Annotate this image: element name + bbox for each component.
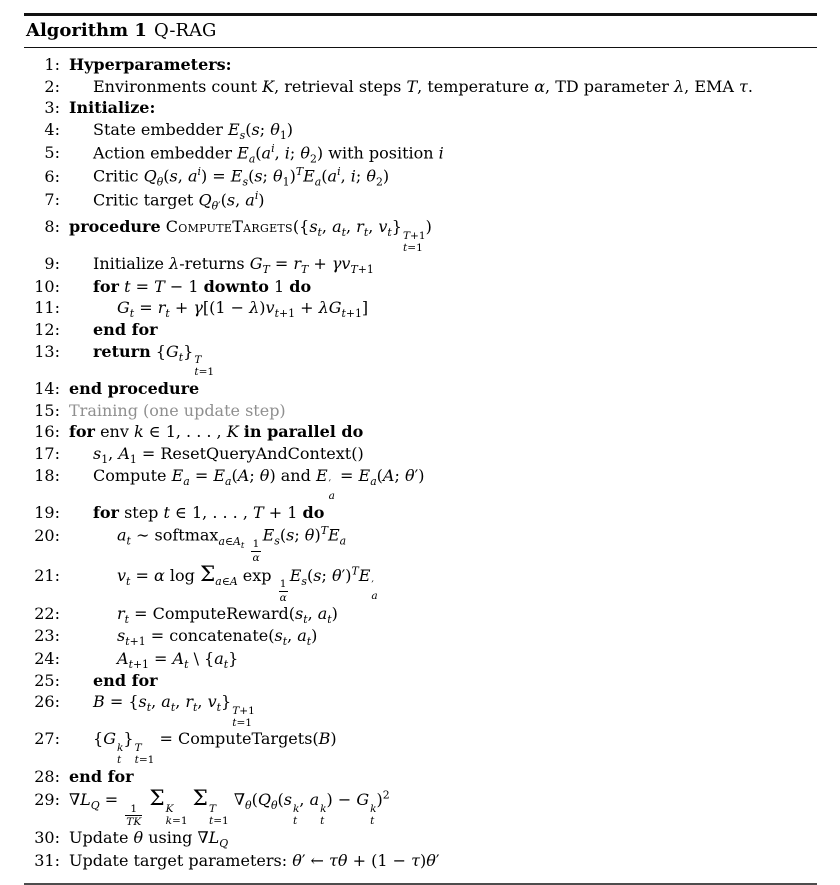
algo-line-2 (24, 77, 817, 99)
line-content: Hyperparameters: (69, 55, 232, 74)
line-number: 7: (44, 190, 60, 210)
algo-line-4 (24, 120, 817, 142)
algo-line-21 (24, 561, 817, 604)
algorithm-label: Algorithm 1 (26, 19, 147, 41)
algo-line-22 (24, 604, 817, 626)
line-number: 13: (34, 341, 60, 361)
line-content: for t = T − 1 downto 1 do (93, 276, 312, 296)
algo-line-10 (24, 277, 817, 299)
algo-line-24 (24, 649, 817, 671)
line-number: 16: (34, 422, 60, 442)
line-number: 17: (34, 443, 60, 463)
line-content: return $\{G_t\}$ T t=1 (93, 341, 215, 379)
line-content: State embedder $E_s(s$; $\theta_1$) (93, 119, 293, 142)
line-content: $A_{t+1} = A_t$ \ $\{a_t\}$ (117, 648, 239, 671)
algo-line-20 (24, 524, 817, 564)
line-number: 24: (34, 648, 60, 668)
algo-line-15 (24, 401, 817, 423)
algo-line-18 (24, 466, 817, 503)
line-number: 5: (44, 143, 60, 163)
line-content: Action embedder $E_a(a^i$, i; $\theta_2$) with position i (93, 141, 444, 166)
line-number: 9: (44, 254, 60, 274)
line-number: 30: (34, 828, 60, 848)
algo-line-17 (24, 444, 817, 466)
line-content: Update target parameters: θ′ ← τθ + (1 − τ)θ′ (69, 850, 440, 870)
line-content: procedure $ComputeTargets(\{s_t$, $a_t$, $r_t$, $v_t$} T+1 t=1 ) (69, 217, 432, 254)
line-number: 28: (34, 766, 60, 786)
line-number: 20: (34, 525, 60, 545)
line-content: for step t ∈ 1, . . . , T + 1 do (93, 502, 325, 522)
algo-line-5 (24, 142, 817, 166)
algo-line-29 (24, 788, 817, 828)
line-content: $s_1$, $A_1$ = ResetQueryAndContext() (93, 443, 364, 466)
line-number: 1: (44, 55, 60, 74)
algo-line-13 (24, 342, 817, 379)
line-number: 2: (44, 76, 60, 96)
line-number: 4: (44, 119, 60, 139)
algo-line-1 (24, 55, 817, 77)
algo-line-19 (24, 503, 817, 525)
line-number: 6: (44, 166, 60, 186)
algo-line-12 (24, 320, 817, 342)
line-number: 15: (34, 400, 60, 420)
line-content: Environments count K, retrieval steps T, temperature α, TD parameter λ, EMA τ. (93, 76, 753, 96)
algo-line-30 (24, 828, 817, 850)
line-content: $\nabla L_Q$ = $\frac{1}{TK}$ Σ K k=1 Σ T t=1 $\nabla_\theta(Q_\theta(s$ k t , a k t ) − G k t )$^2$ (69, 786, 390, 828)
algo-line-8 (24, 217, 817, 254)
algo-line-31 (24, 851, 817, 873)
algo-line-7 (24, 189, 817, 213)
line-content: Initialize λ-returns $G_T = r_T + \gamma v_{T+1}$ (93, 254, 374, 277)
line-content: Training (one update step) (69, 400, 286, 420)
line-number: 23: (34, 626, 60, 646)
line-number: 29: (34, 790, 60, 810)
line-content: Compute $E_a = E_a(A$; θ) and E ′ a = $E_a(A$; θ′) (93, 465, 425, 503)
algo-line-28 (24, 767, 817, 789)
line-content: Critic target $Q_{\theta'}(s$, $a^i$) (93, 188, 265, 213)
line-number: 21: (34, 565, 60, 585)
algo-line-9 (24, 254, 817, 276)
algorithm-title: Q-RAG (153, 19, 217, 41)
line-content: Update θ using $\nabla L_Q$ (69, 828, 229, 851)
line-number: 19: (34, 502, 60, 522)
algo-line-3 (24, 98, 817, 120)
line-number: 31: (34, 850, 60, 870)
line-content: for env k ∈ 1, . . . , K in parallel do (69, 422, 364, 442)
line-content: end for (93, 320, 158, 340)
line-number: 10: (34, 276, 60, 296)
line-number: 27: (34, 729, 60, 749)
algorithm-body (24, 48, 817, 874)
algo-line-6 (24, 165, 817, 189)
algo-line-27 (24, 729, 817, 766)
line-content: end procedure (69, 379, 200, 399)
line-content: {G k t } T t=1 = ComputeTargets(B) (93, 729, 337, 766)
algo-line-11 (24, 298, 817, 320)
algo-line-26 (24, 692, 817, 729)
algo-line-23 (24, 626, 817, 648)
algorithm-header (24, 16, 817, 47)
line-content: $r_t$ = $ComputeReward(s_t$, $a_t$) (117, 604, 338, 627)
algo-line-16 (24, 422, 817, 444)
line-number: 18: (34, 465, 60, 485)
algo-line-25 (24, 671, 817, 693)
line-content: Initialize: (69, 98, 156, 117)
line-number: 22: (34, 604, 60, 624)
line-content: end for (69, 766, 134, 786)
line-content: $s_{t+1}$ = $concatenate(s_t$, $a_t$) (117, 626, 318, 649)
line-content: $G_t = r_t + \gamma[(1 - \lambda)v_{t+1} + \lambda G_{t+1}]$ (117, 298, 369, 321)
line-number: 11: (34, 298, 60, 318)
line-number: 3: (44, 98, 60, 117)
line-number: 25: (34, 670, 60, 690)
line-content: $a_t$ ∼ softmax$_{a\in A_t}$ $\frac{1}{\alpha}$ $E_s(s$; $\theta)^TE_a$ (117, 524, 347, 564)
line-content: end for (93, 670, 158, 690)
algo-line-14 (24, 379, 817, 401)
line-number: 14: (34, 379, 60, 399)
line-number: 8: (44, 217, 60, 237)
line-number: 26: (34, 692, 60, 712)
line-content: $B = \{s_t$, $a_t$, $r_t$, $v_t$} T+1 t=1 (93, 692, 255, 729)
line-content: Critic $Q_\theta(s$, $a^i) = E_s(s$; $\theta_1)^TE_a(a^i$, i; $\theta_2$) (93, 165, 390, 189)
line-number: 12: (34, 320, 60, 340)
line-content: $v_t = \alpha$ $\log \Sigma_{a\in A}$ exp $\frac{1}{\alpha}$ $E_s(s$; θ′)$^T$E ′ a (117, 561, 378, 604)
